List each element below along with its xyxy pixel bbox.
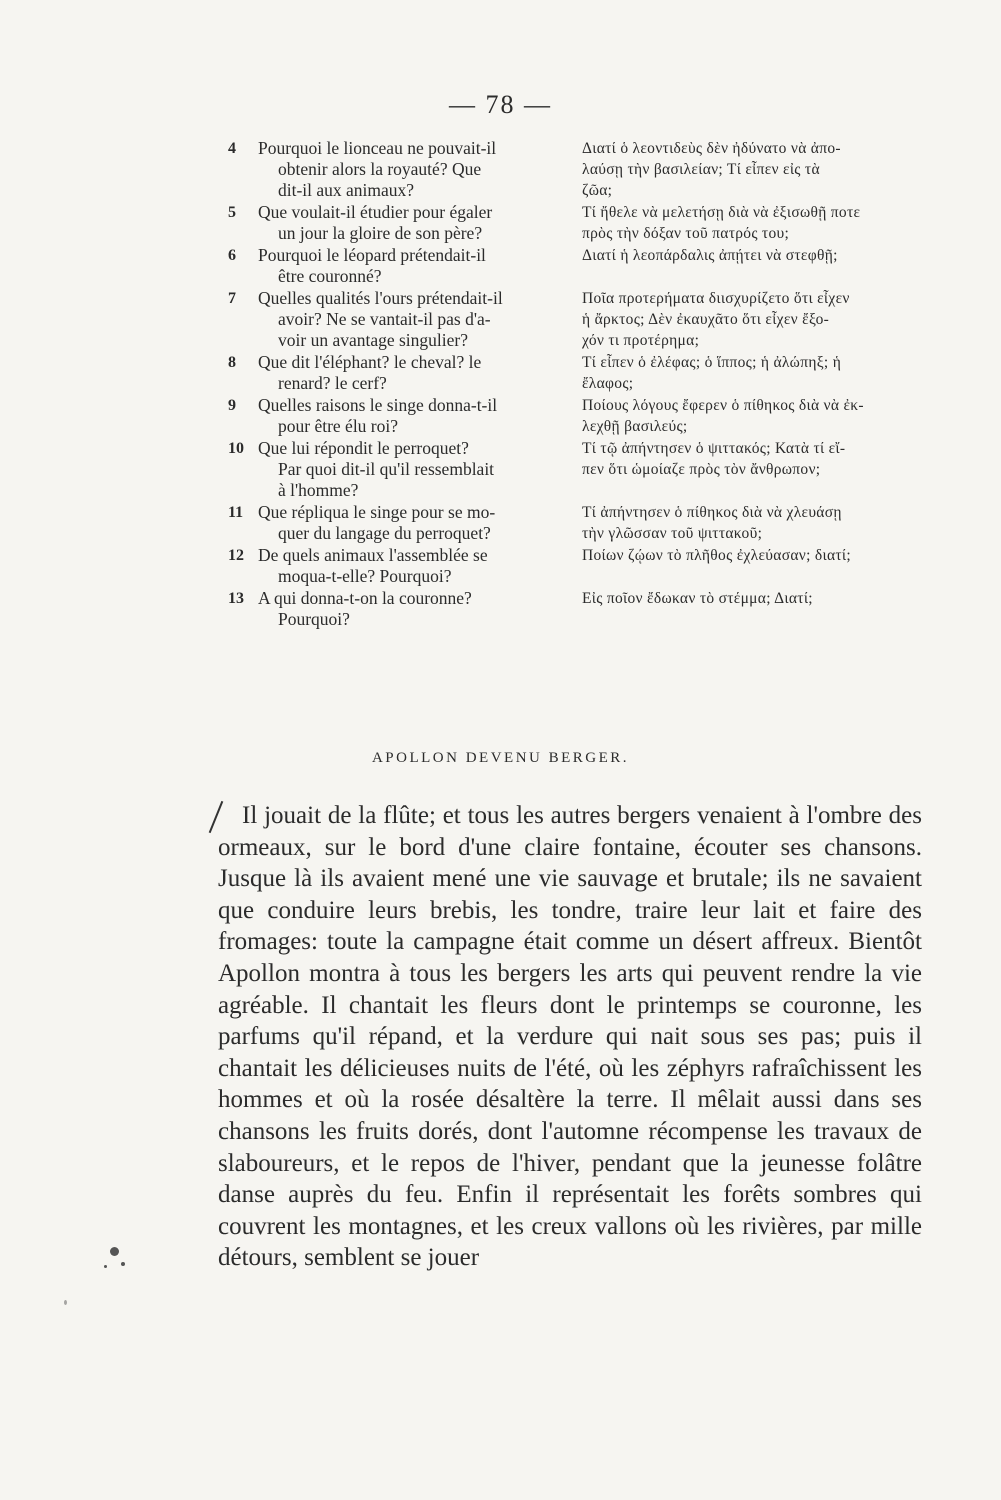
french-line: avoir? Ne se vantait-il pas d'a-	[278, 309, 491, 329]
greek-line: Τί ἀπήντησεν ὁ πίθηκος διὰ νὰ χλευάσῃ	[582, 504, 842, 521]
french-line: Quelles qualités l'ours prétendait-il	[258, 288, 503, 308]
question-list	[228, 138, 920, 631]
greek-line: ζῶα;	[582, 182, 613, 199]
question-french	[258, 288, 582, 351]
question-item	[228, 438, 920, 501]
french-line: Que dit l'éléphant? le cheval? le	[258, 352, 482, 372]
question-greek	[582, 502, 920, 544]
question-french	[258, 138, 582, 201]
greek-line: πεν ὅτι ὡμοίαζε πρὸς τὸν ἄνθρωπον;	[582, 461, 821, 478]
french-line: Que répliqua le singe pour se mo-	[258, 502, 496, 522]
question-greek	[582, 395, 920, 437]
question-french	[258, 395, 582, 437]
greek-line: τὴν γλῶσσαν τοῦ ψιττακοῦ;	[582, 525, 763, 542]
question-greek	[582, 352, 920, 394]
french-line: un jour la gloire de son père?	[278, 223, 483, 243]
question-greek	[582, 245, 920, 287]
question-item	[228, 245, 920, 287]
question-item	[228, 588, 920, 630]
french-line: Que voulait-il étudier pour égaler	[258, 202, 493, 222]
greek-line: Ποῖα προτερήματα διισχυρίζετο ὅτι εἶχεν	[582, 290, 850, 307]
question-number: 11	[228, 504, 244, 521]
french-line: pour être élu roi?	[278, 416, 399, 436]
greek-line: ἡ ἄρκτος; Δὲν ἐκαυχᾶτο ὅτι εἶχεν ἔξο-	[582, 311, 830, 328]
greek-line: λεχθῇ βασιλεύς;	[582, 418, 688, 435]
french-line: De quels animaux l'assemblée se	[258, 545, 488, 565]
question-number: 8	[228, 354, 236, 371]
french-line: être couronné?	[278, 266, 382, 286]
question-item	[228, 502, 920, 544]
french-line: Par quoi dit-il qu'il ressemblait	[278, 459, 495, 479]
question-number: 5	[228, 204, 236, 221]
greek-line: Ποίων ζῴων τὸ πλῆθος ἐχλεύασαν; διατί;	[582, 547, 851, 564]
greek-line: Ποίους λόγους ἔφερεν ὁ πίθηκος διὰ νὰ ἐκ-	[582, 397, 864, 414]
greek-line: χόν τι προτέρημα;	[582, 332, 700, 349]
greek-line: Τί ἤθελε νὰ μελετήσῃ διὰ νὰ ἐξισωθῇ ποτε	[582, 204, 861, 221]
greek-line: Τί εἶπεν ὁ ἐλέφας; ὁ ἵππος; ἡ ἀλώπηξ; ἡ	[582, 354, 842, 371]
question-item	[228, 138, 920, 201]
greek-line: λαύσῃ τὴν βασιλείαν; Τί εἶπεν εἰς τὰ	[582, 161, 820, 178]
french-line: obtenir alors la royauté? Que	[278, 159, 482, 179]
question-item	[228, 288, 920, 351]
french-line: voir un avantage singulier?	[278, 330, 469, 350]
greek-line: ἔλαφος;	[582, 375, 634, 392]
question-item	[228, 545, 920, 587]
ink-speck	[110, 1247, 119, 1256]
question-french	[258, 438, 582, 501]
question-greek	[582, 438, 920, 501]
greek-line: πρὸς τὴν δόξαν τοῦ πατρός του;	[582, 225, 790, 242]
question-number: 12	[228, 547, 244, 564]
ink-speck	[121, 1262, 125, 1266]
prose-paragraph: Il jouait de la flûte; et tous les autres bergers venaient à l'ombre des ormeaux, sur le bord d'une claire fontaine, écouter ses chansons. Jusque là ils avaient mené une vie sauvage et brutale; ils ne savaient que conduire leurs brebis, les tondre, traire leur lait et faire des fromages: toute la campagne était comme un désert affreux. Bientôt Apollon montra à tous les bergers les arts qui peuvent rendre la vie agréable. Il chantait les fleurs dont le printemps se couronne, les parfums qu'il répand, et la verdure qui nait sous ses pas; puis il chantait les délicieuses nuits de l'été, où les zéphyrs rafraîchissent les hommes et où la rosée désaltère la terre. Il mêlait aussi dans ses chansons les fruits dorés, dont l'automne récompense les travaux de slaboureurs, et le repos de l'hiver, pendant que la jeunesse folâtre danse auprès du feu. Enfin il représentait les forêts sombres qui couvrent les montagnes, et les creux vallons où les rivières, par mille détours, semblent se jouer	[218, 802, 922, 1272]
question-french	[258, 352, 582, 394]
page-number: — 78 —	[449, 90, 552, 119]
french-line: Que lui répondit le perroquet?	[258, 438, 469, 458]
question-number: 13	[228, 590, 244, 607]
ink-speck	[104, 1265, 107, 1268]
question-greek	[582, 138, 920, 201]
french-line: quer du langage du perroquet?	[278, 523, 491, 543]
french-line: Pourquoi le lionceau ne pouvait-il	[258, 138, 497, 158]
french-line: Pourquoi?	[278, 609, 350, 629]
greek-line: Εἰς ποῖον ἔδωκαν τὸ στέμμα; Διατί;	[582, 590, 813, 607]
ink-speck	[64, 1300, 67, 1305]
question-greek	[582, 588, 920, 630]
greek-line: Διατί ὁ λεοντιδεὺς δὲν ἠδύνατο νὰ ἀπο-	[582, 140, 841, 157]
question-french	[258, 202, 582, 244]
question-greek	[582, 202, 920, 244]
french-line: moqua-t-elle? Pourquoi?	[278, 566, 452, 586]
french-line: renard? le cerf?	[278, 373, 387, 393]
question-french	[258, 502, 582, 544]
french-line: A qui donna-t-on la couronne?	[258, 588, 472, 608]
question-item	[228, 202, 920, 244]
question-item	[228, 395, 920, 437]
french-line: Quelles raisons le singe donna-t-il	[258, 395, 498, 415]
greek-line: Διατί ἡ λεοπάρδαλις ἀπῄτει νὰ στεφθῇ;	[582, 247, 838, 264]
question-number: 10	[228, 440, 244, 457]
french-line: à l'homme?	[278, 480, 359, 500]
french-line: dit-il aux animaux?	[278, 180, 415, 200]
question-number: 7	[228, 290, 236, 307]
section-title: APOLLON DEVENU BERGER.	[371, 750, 630, 766]
question-greek	[582, 288, 920, 351]
question-number: 6	[228, 247, 236, 264]
greek-line: Τί τῷ ἀπήντησεν ὁ ψιττακός; Κατὰ τί εἴ-	[582, 440, 846, 457]
question-number: 4	[228, 140, 236, 157]
question-french	[258, 588, 582, 630]
question-french	[258, 245, 582, 287]
prose-body	[218, 800, 922, 1274]
question-item	[228, 352, 920, 394]
question-number: 9	[228, 397, 236, 414]
question-french	[258, 545, 582, 587]
question-greek	[582, 545, 920, 587]
french-line: Pourquoi le léopard prétendait-il	[258, 245, 486, 265]
